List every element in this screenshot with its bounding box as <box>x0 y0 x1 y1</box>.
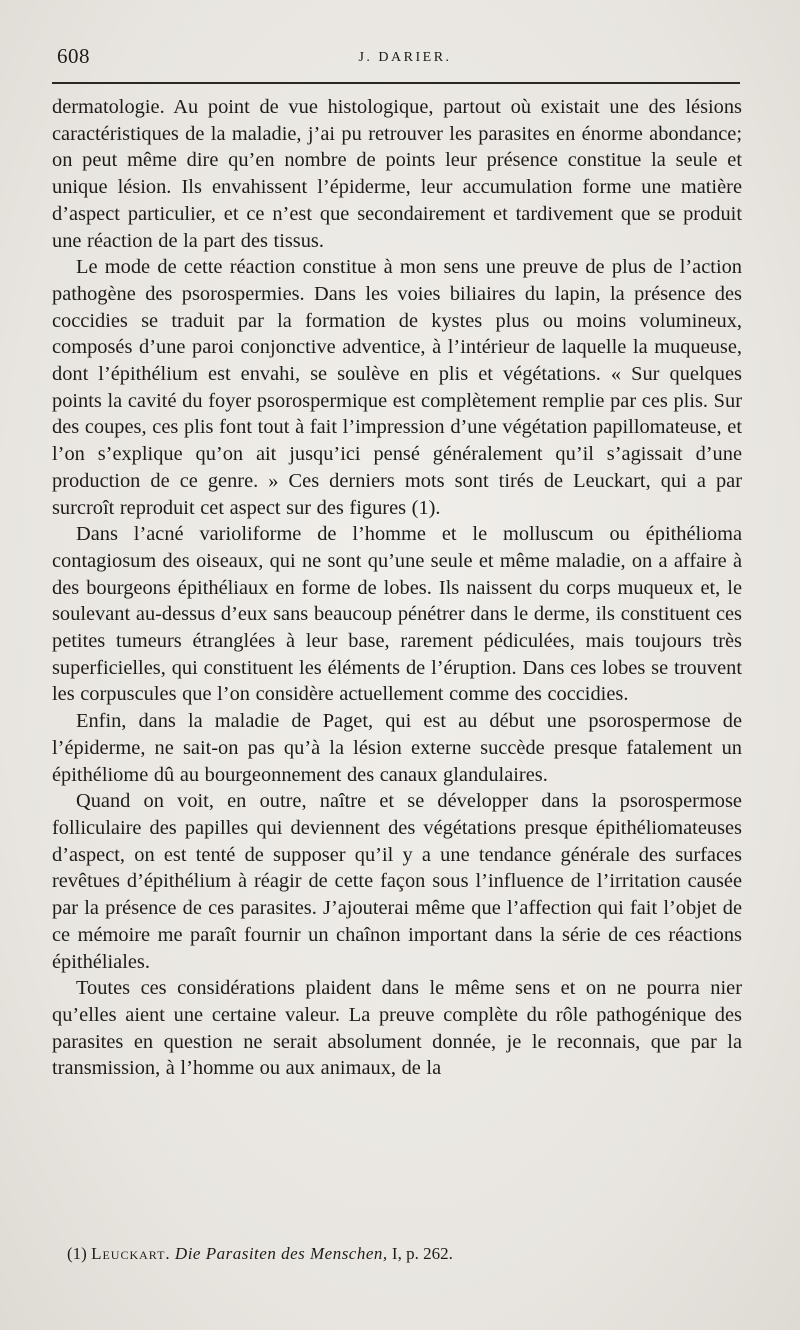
footnote-marker: (1) <box>67 1244 87 1263</box>
paragraph: Dans l’acné varioliforme de l’homme et le molluscum ou épithélioma contagiosum des oiseaux, qui ne sont qu’une seule et même maladie, on a affaire à des bourgeons épithéliaux en forme de lobes. Ils naissent du corps muqueux et, le soulevant au-dessus d’eux sans beaucoup pénétrer dans le derme, ils constituent ces petites tumeurs étranglées à leur base, rarement pédiculées, mais toujours très superficielles, qui constituent les éléments de l’éruption. Dans ces lobes se trouvent les corpuscules que l’on considère actuellement comme des coccidies. <box>52 523 742 706</box>
footnote <box>67 1242 727 1266</box>
paragraph: Le mode de cette réaction constitue à mon sens une preuve de plus de l’action pathogène des psorospermies. Dans les voies biliaires du lapin, la présence des coccidies se traduit par la formation de kystes plus ou moins volumineux, composés d’une paroi conjonctive adventice, à l’intérieur de laquelle la muqueuse, dont l’épithélium est envahi, se soulève en plis et végétations. « Sur quelques points la cavité du foyer psorospermique est complètement remplie par ces plis. Sur des coupes, ces plis font tout à fait l’impression d’une végétation papillomateuse, et l’on s’explique qu’on ait jusqu’ici pensé généralement qu’il s’agissait d’une production de ce genre. » Ces derniers mots sont tirés de Leuckart, qui a par surcroît reproduit cet aspect sur des figures (1). <box>52 256 742 519</box>
paragraph: Enfin, dans la maladie de Paget, qui est au début une psorospermose de l’épiderme, ne sait-on pas qu’à la lésion externe succède presque fatalement un épithéliome dû au bourgeonnement des canaux glandulaires. <box>52 710 742 786</box>
header-rule <box>52 82 740 84</box>
footnote-author: Leuckart. <box>91 1244 171 1263</box>
paragraph: Toutes ces considérations plaident dans le même sens et on ne pourra nier qu’elles aient une certaine valeur. La preuve complète du rôle pathogénique des parasites en question ne serait absolument donnée, je le reconnais, que par la transmission, à l’homme ou aux animaux, de la <box>52 977 742 1080</box>
paragraph: dermatologie. Au point de vue histologique, partout où existait une des lésions caractéristiques de la maladie, j’ai pu retrouver les parasites en énorme abondance; on peut même dire qu’en nombre de points leur présence constitue la seule et unique lésion. Ils envahissent l’épiderme, leur accumulation forme une matière d’aspect particulier, et ce n’est que secondairement et tardivement que se produit une réaction de la part des tissus. <box>52 96 742 252</box>
paragraph: Quand on voit, en outre, naître et se développer dans la psorospermose folliculaire des papilles qui deviennent des végétations presque épithéliomateuses d’aspect, on est tenté de supposer qu’il y a une tendance générale des surfaces revêtues d’épithélium à réagir de cette façon sous l’influence de l’irritation causée par la présence de ces parasites. J’ajouterai même que l’affection qui fait l’objet de ce mémoire me paraît fournir un chaînon important dans la série de ces réactions épithéliales. <box>52 790 742 973</box>
body-text <box>52 94 742 1082</box>
footnote-reference: I, p. 262. <box>391 1244 453 1263</box>
page-number: 608 <box>57 44 90 68</box>
running-title: J. DARIER. <box>358 50 452 65</box>
footnote-title: Die Parasiten des Menschen, <box>174 1244 388 1263</box>
running-head <box>50 40 740 72</box>
